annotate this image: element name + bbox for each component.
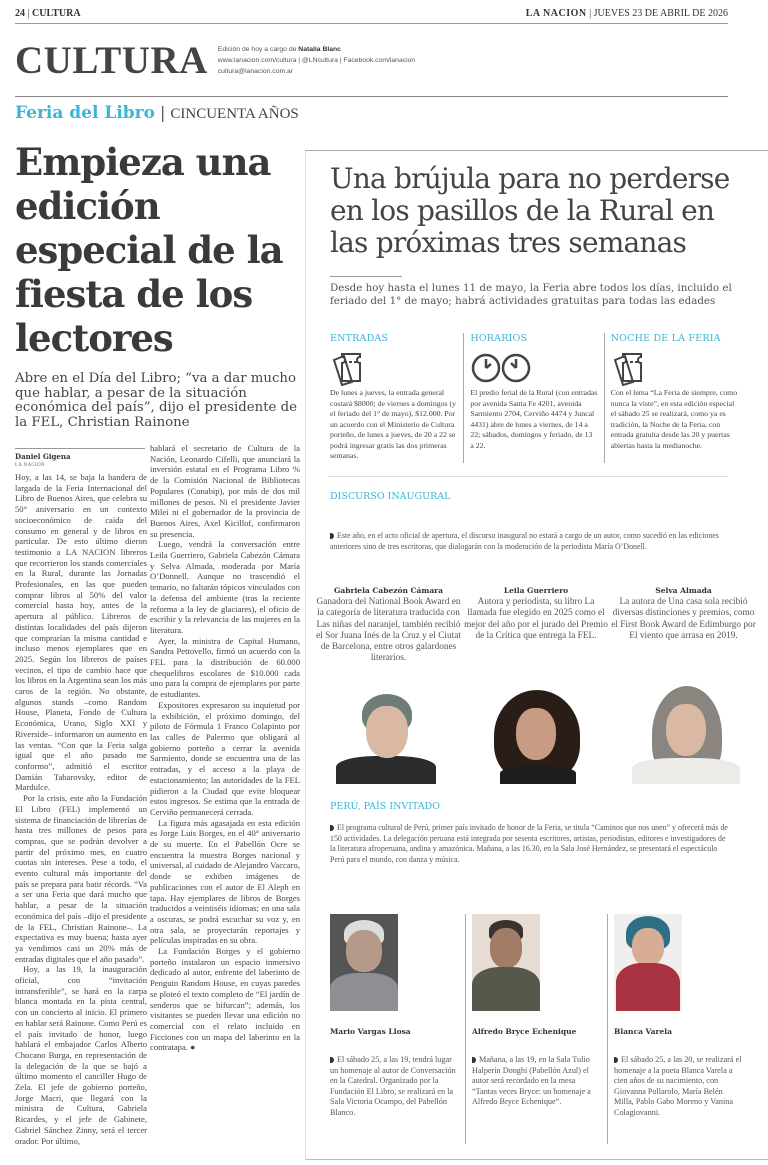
paragraph: Hoy, a las 14, se baja la bandera de largada de la Feria Internacional del Libro de Buenos Aires, que celebra su 50° aniversario en un contexto socioeconómico de caída del consumo en general y de libros en particular. De esto último dieron testimonio a LA NACION libreros que recorrieron los stands comerciales en la Rural, durante las Jornadas Profesionales, en las que pueden comprar libros al 50% del valor comercial hasta hoy, antes de la apertura al público. Libreros de distintas localidades del país dijeron que comprarían la misma cantidad e incluso menos ejemplares que en 2025. Según los libreros de países vecinos, el tipo de cambio hace que los libros en la Argentina sean los más caros de la región. No obstante, algunos stands –como Random House, Planeta, Fondo de Cultura Económica, Urano, Siglo XXI y Riverside– informaron un aumento en las ventas. “Con que la Feria salga igual que el año pasado me conformo”, admitió el escritor Damián Tabarovsky, editor de Mardulce. <box>15 472 147 793</box>
portrait-leila-guerriero <box>476 684 596 784</box>
info-text: Con el lema “La Feria de siempre, como nunca la viste”, en esta edición especial el sábado 25 se realizará, como ya es tradición, la Noche de la Feria, con entrada gratuita desde las 20 y puertas abiertas hasta la medianoche. <box>610 388 738 450</box>
paragraph: hablará el secretario de Cultura de la Nación, Leonardo Cifelli, que anunciará la inversión estatal en el Programa Libro % de la Comisión Nacional de Bibliotecas Populares (Conabip), por más de dos mil millones de pesos. Ni el presidente Javier Milei ni el gobernador de la provincia de Buenos Aires, Axel Kicillof, confirmaron su presencia. <box>150 443 300 539</box>
section-credits <box>218 42 415 77</box>
page-number: 24 <box>15 8 25 19</box>
bullet-icon <box>614 1057 618 1063</box>
discurso-text <box>330 531 730 552</box>
paragraph: Ayer, la ministra de Capital Humano, Sandra Pettovello, firmó un acuerdo con la FEL para la distribución de 60.000 chequelibros escolares de $10.000 cada uno para la compra de ejemplares por parte de estudiantes. <box>150 635 300 700</box>
speaker-description: La autora de Una casa sola recibió diversas distinciones y premios, como el First Book Award de Edimburgo por El viento que arrasa en 2019. <box>611 597 756 641</box>
topic-kicker <box>15 103 299 123</box>
section-title: CULTURA <box>15 39 208 82</box>
guest-card <box>607 914 749 1144</box>
speaker-description: Ganadora del National Book Award en la categoría de literatura traducida con Las niñas del naranjel, también recibió el Sor Juana Inés de la Cruz y el Ciutat de Barcelona, entre otros galardones literarios. <box>316 597 461 664</box>
paragraph: Por la crisis, este año la Fundación El Libro (FEL) implementó un sistema de financiación de librerías de hasta tres millones de pesos para compras, que se podrán devolver a partir del próximo mes, en cuatro cuotas sin intereses. Pese a todo, el evento cultural más importante del país se prepara para batir récords. “Va a ser una Feria que dará mucho que hablar, a pesar de la situación económica del país –dijo el presidente de la FEL, Christian Rainone–. La expectativa es muy buena; hasta ayer ya vendimos casi un 20% más de entradas digitales que el año pasado”. <box>15 793 147 964</box>
clock-icon <box>470 350 597 386</box>
section-links[interactable]: www.lanacion.com/cultura | @LNcultura | Facebook.com/lanacion <box>217 57 416 64</box>
peru-body: El programa cultural de Perú, primer país invitado de honor de la Feria, se titula “Caminos que nos unen” y ofrecerá más de 150 actividades. La delegación peruana está integrada por sesenta escritores, artistas, periodistas, editores e investigadores de la literatura afroperuana, andina y amazónica. Mañana, a las 16.30, en la Sala José Hernández, se presentará el espectáculo Perú para el mundo, con danza y música. <box>330 823 728 864</box>
peru-label: PERÚ, PAÍS INVITADO <box>330 801 441 812</box>
info-label: HORARIOS <box>470 333 528 344</box>
speaker-card <box>464 586 609 665</box>
page-dateline <box>526 8 728 19</box>
info-horarios <box>463 333 603 463</box>
byline-organization: LA NACION <box>15 463 45 468</box>
main-deck: Abre en el Día del Libro; “va a dar mucho que hablar, a pesar de la situación económica del país”, dijo el presidente de la FEL, Christian Rainone <box>15 371 298 430</box>
page-header-bar <box>15 8 728 24</box>
sidebar-headline: Una brújula para no perderse en los pasillos de la Rural en las próximas tres semanas <box>330 162 730 259</box>
speaker-card <box>611 586 756 665</box>
editor-prefix: Edición de hoy a cargo de <box>217 46 297 53</box>
info-text: De lunes a jueves, la entrada general costará $8000; de viernes a domingos (y el feriado del 1° de mayo), $12.000. Por un acuerdo con el Ministerio de Cultura porteño, de lunes a jueves, de 20 a 22 se podrá ingresar gratis las dos primeras semanas. <box>330 388 457 460</box>
sidebar-box <box>305 150 768 1160</box>
paragraph: Luego, vendrá la conversación entre Leila Guerriero, Gabriela Cabezón Cámara y Selva Almada, moderada por María O’Donnell. Aunque no trascendió el temario, no faltarán tópicos vinculados con la defensa del ambiente (tras la reciente reforma a la ley de glaciares), el oficio de escribir y la relevancia de las mujeres en la literatura. <box>150 539 300 635</box>
peru-text <box>330 823 730 865</box>
ticket-icon <box>611 350 738 386</box>
bullet-icon <box>330 1057 334 1063</box>
article-column-1 <box>15 472 147 1146</box>
speaker-description: Autora y periodista, su libro La llamada fue elegido en 2025 como el mejor del año por el jurado del Premio de la Crítica que entrega la FEL. <box>464 597 608 641</box>
speaker-card <box>316 586 461 665</box>
publication-date: JUEVES 23 DE ABRIL DE 2026 <box>593 8 728 19</box>
info-entradas <box>324 333 463 463</box>
masthead-divider <box>15 96 728 97</box>
guest-columns <box>324 914 749 1144</box>
editor-line <box>218 44 415 55</box>
newspaper-name: LA NACION <box>525 8 587 19</box>
guest-card <box>465 914 607 1144</box>
portrait-selva-almada <box>626 684 746 784</box>
guest-text <box>472 1055 601 1108</box>
photo-mario-vargas-llosa <box>330 914 398 1011</box>
guest-text <box>614 1055 743 1118</box>
guest-body: Mañana, a las 19, en la Sala Tulio Halperín Donghi (Pabellón Azul) el autor será recordado en la mesa “Tantas veces Bryce: un homenaje a Alfredo Bryce Echenique”. <box>472 1055 591 1106</box>
sidebar-headline-rule <box>330 276 402 277</box>
guest-text <box>330 1055 459 1118</box>
dateline-separator: | <box>589 8 594 19</box>
folio-section: CULTURA <box>32 8 81 19</box>
bullet-icon <box>472 1057 476 1063</box>
discurso-body: Este año, en el acto oficial de apertura, el discurso inaugural no estará a cargo de un autor, como sucedió en las ediciones anteriores sino de tres escritoras, que dialogarán con la moderación de la periodista María O’Donell. <box>330 531 719 551</box>
byline-divider <box>15 448 145 449</box>
info-label: NOCHE DE LA FERIA <box>610 333 721 344</box>
discurso-label: DISCURSO INAUGURAL <box>330 491 451 502</box>
page-folio <box>15 8 81 19</box>
info-noche <box>604 333 744 463</box>
sidebar-deck: Desde hoy hasta el lunes 11 de mayo, la Feria abre todos los días, incluido el feriado del 1° de mayo; habrá actividades gratuitas para todas las edades <box>330 282 732 307</box>
photo-alfredo-bryce-echenique <box>472 914 540 1011</box>
speakers-row <box>316 586 756 665</box>
info-label: ENTRADAS <box>330 333 389 344</box>
section-email[interactable]: cultura@lanacion.com.ar <box>217 68 294 75</box>
guest-body: El sábado 25, a las 20, se realizará el homenaje a la poeta Blanca Varela a cien años de su nacimiento, con Giovanna Pollarolo, María Belén Milla, Pablo Gabo Moreno y Vanina Colagiovanni. <box>614 1055 742 1117</box>
guest-name: Mario Vargas Llosa <box>330 1027 411 1036</box>
kicker-separator: | <box>159 103 166 122</box>
paragraph: La Fundación Borges y el gobierno porteño instalaron un espacio inmersivo dedicado al autor, enfrente del laberinto de Penguin Random House, en cuyas paredes se ploteó el texto completo de “El jardín de senderos que se bifurcan”; además, los visitantes se pueden llevar una edición no comercial con el relato incluido en Ficciones con un mapa del laberinto en la contratapa. ● <box>150 946 300 1053</box>
editor-name: Natalia Blanc <box>298 46 341 53</box>
kicker-primary: Feria del Libro <box>15 103 155 123</box>
info-columns <box>324 333 744 463</box>
section-divider <box>328 476 728 477</box>
speaker-name: Leila Guerriero <box>503 586 569 595</box>
byline <box>15 452 71 468</box>
ticket-icon <box>330 350 457 386</box>
paragraph: La figura más agasajada en esta edición es Jorge Luis Borges, en el 40° aniversario de su muerte. En el Pabellón Ocre se encuentra la muestra Borges nacional y universal, al cuidado de Alejandro Vaccaro, donde se exhiben imágenes de publicaciones con el autor de El Aleph en tapa. Hay ejemplares de libros de Borges traducidos a veintiséis idiomas; en una sala a oscuras, se podrá escuchar su voz y, en otra sala, se proyectarán reportajes y películas inspiradas en su obra. <box>150 817 300 946</box>
sidebar-bottom-rule <box>306 1159 768 1160</box>
byline-author: Daniel Gigena <box>15 452 71 461</box>
speaker-name: Selva Almada <box>655 586 712 595</box>
kicker-secondary: CINCUENTA AÑOS <box>170 106 299 122</box>
main-headline: Empieza una edición especial de la fiesta de los lectores <box>15 140 283 360</box>
photo-blanca-varela <box>614 914 682 1011</box>
folio-separator: | <box>27 8 33 19</box>
article-column-2 <box>150 443 300 1053</box>
speaker-portraits <box>326 679 746 784</box>
guest-card <box>324 914 465 1144</box>
paragraph: Expositores expresaron su inquietud por la exhibición, el próximo domingo, del piloto de Fórmula 1 Franco Colapinto por las calles de Palermo que obligará al gobierno porteño a cerrar la avenida Sarmiento, donde se encuentra una de las entradas, y el acceso a la playa de estacionamiento; las autoridades de la FEL pidieron a la Ciudad que evite bloquear estos ingresos. Se estima que la entrada de Cerviño permanecerá cerrada. <box>150 699 300 817</box>
guest-name: Blanca Varela <box>614 1027 672 1036</box>
portrait-gabriela-cabezon-camara <box>326 684 446 784</box>
speaker-name: Gabriela Cabezón Cámara <box>333 586 443 595</box>
section-masthead <box>15 39 416 82</box>
info-text: El predio ferial de la Rural (con entradas por avenida Santa Fe 4201, avenida Sarmiento 2704, Cerviño 4474 y Juncal 4431) abre de lunes a viernes, de 14 a 22; sábados, domingos y feriado, de 13 a 22. <box>470 388 598 450</box>
guest-body: El sábado 25, a las 19, tendrá lugar un homenaje al autor de Conversación en la Catedral. Organizado por la Fundación El Libro, se realizará en la Sala Victoria Ocampo, del Pabellón Blanco. <box>330 1055 456 1117</box>
paragraph: Hoy, a las 19, la inauguración oficial, con “invitación intransferible”, se hará en la carpa blanca montada en la pista central, con un concierto al inicio. El primero en hablar será Rainone. Como Perú es el país invitado de honor, luego hablará el embajador Carlos Alberto Chocano Burga, en representación de la delegación de la que se bajó a último momento el canciller Hugo de Zela. El jefe de gobierno porteño, Jorge Macri, que llegará con la ministra de Cultura, Gabriela Ricardes, y el jefe de Gabinete, Gabriel Sánchez Zinny, será el tercer orador. Por último, <box>15 964 147 1146</box>
bullet-icon <box>330 533 334 539</box>
bullet-icon <box>330 825 334 831</box>
guest-name: Alfredo Bryce Echenique <box>472 1027 577 1036</box>
